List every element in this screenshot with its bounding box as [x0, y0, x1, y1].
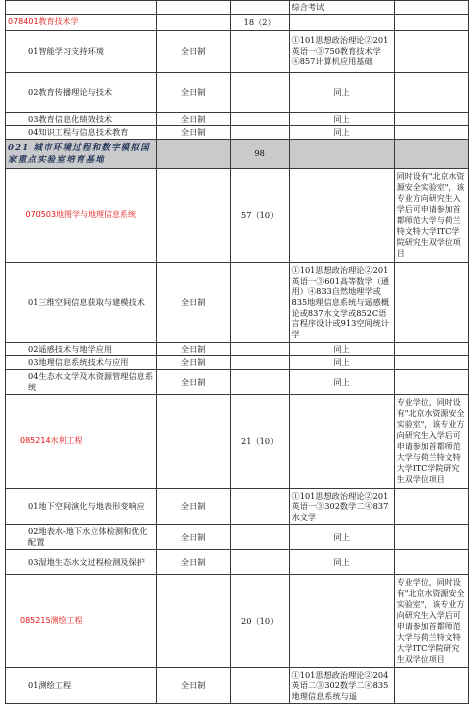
exam-subjects: 同上	[289, 342, 394, 356]
enrollment-count: 18（2）	[230, 14, 289, 30]
study-mode: 全日制	[156, 342, 230, 356]
research-direction: 04生态水文学及水资源管理信息系统	[6, 369, 157, 394]
major-name: 085214水利工程	[6, 394, 157, 488]
research-direction: 02教育传播理论与技术	[6, 72, 157, 112]
study-mode: 全日制	[156, 488, 230, 524]
research-direction: 01三维空间信息获取与建模技术	[6, 262, 157, 342]
study-mode: 全日制	[156, 549, 230, 574]
table-row	[6, 139, 469, 168]
table-row	[6, 72, 469, 112]
study-mode: 全日制	[156, 126, 230, 140]
research-direction: 01智能学习支持环境	[6, 30, 157, 72]
exam-subjects: 同上	[289, 112, 394, 126]
research-direction: 01测绘工程	[6, 667, 157, 703]
research-direction: 02地表水-地下水立体检测和优化配置	[6, 524, 157, 549]
department-name: 021 城市环境过程和数字模拟国家重点实验室培育基地	[6, 139, 157, 168]
exam-subjects: ①101思想政治理论②201英语一③601高等数学（通用）④833自然地理学或835地理信息系统与遥感概论或837水文学或852C语言程序设计或913空间统计学	[289, 262, 394, 342]
table-row	[6, 394, 469, 488]
research-direction: 01地下空间演化与地表形变响应	[6, 488, 157, 524]
exam-subjects: 同上	[289, 524, 394, 549]
research-direction: 04知识工程与信息技术教育	[6, 126, 157, 140]
table-row	[6, 488, 469, 524]
exam-subjects: 同上	[289, 356, 394, 370]
study-mode: 全日制	[156, 524, 230, 549]
study-mode: 全日制	[156, 30, 230, 72]
table-row	[6, 112, 469, 126]
table-row	[6, 126, 469, 140]
table-row	[6, 574, 469, 667]
table-row	[6, 356, 469, 370]
enrollment-count: 20（10）	[230, 574, 289, 667]
major-name: 070503地图学与地理信息系统	[6, 168, 157, 262]
table-row	[6, 524, 469, 549]
enrollment-count: 98	[230, 139, 289, 168]
table-row	[6, 168, 469, 262]
table-row	[6, 342, 469, 356]
enrollment-count: 21（10）	[230, 394, 289, 488]
study-mode: 全日制	[156, 667, 230, 703]
table-row	[6, 549, 469, 574]
exam-subjects: ①101思想政治理论②201英语一③750教育技术学④857计算机应用基础	[289, 30, 394, 72]
exam-subjects: 同上	[289, 549, 394, 574]
exam-subjects: ①101思想政治理论②201英语一③302数学二④837水文学	[289, 488, 394, 524]
major-name: 078401教育技术学	[6, 14, 157, 30]
study-mode: 全日制	[156, 369, 230, 394]
table-row	[6, 1, 469, 15]
enrollment-count: 57（10）	[230, 168, 289, 262]
table-row	[6, 369, 469, 394]
table-row	[6, 14, 469, 30]
exam-subjects: 同上	[289, 72, 394, 112]
study-mode: 全日制	[156, 72, 230, 112]
major-name: 085215测绘工程	[6, 574, 157, 667]
study-mode: 全日制	[156, 356, 230, 370]
study-mode: 全日制	[156, 112, 230, 126]
admissions-table	[5, 0, 469, 704]
remarks: 专业学位，同时设有"北京水资源安全实验室"，该专业方向研究生入学后可申请参加首都师范大学与荷兰特文特大学ITC学院研究生双学位项目	[394, 574, 468, 667]
table-row	[6, 30, 469, 72]
research-direction: 03教育信息化绩效技术	[6, 112, 157, 126]
table-row	[6, 667, 469, 703]
exam-subjects: 同上	[289, 369, 394, 394]
study-mode: 全日制	[156, 262, 230, 342]
table-row	[6, 262, 469, 342]
exam-subjects: 同上	[289, 126, 394, 140]
remarks: 专业学位，同时设有"北京水资源安全实验室"，该专业方向研究生入学后可申请参加首都师范大学与荷兰特文特大学ITC学院研究生双学位项目	[394, 394, 468, 488]
research-direction: 03湿地生态水文过程检测及保护	[6, 549, 157, 574]
exam-subjects: ①101思想政治理论②204英语二③302数学二④835地理信息系统与遥	[289, 667, 394, 703]
research-direction: 03地理信息系统技术与应用	[6, 356, 157, 370]
research-direction: 02遥感技术与地学应用	[6, 342, 157, 356]
remarks: 同时设有"北京水资源安全实验室"，该专业方向研究生入学后可申请参加首都师范大学与荷兰特文特大学ITC学院研究生双学位项目	[394, 168, 468, 262]
exam-subjects: 综合考试	[289, 1, 394, 15]
